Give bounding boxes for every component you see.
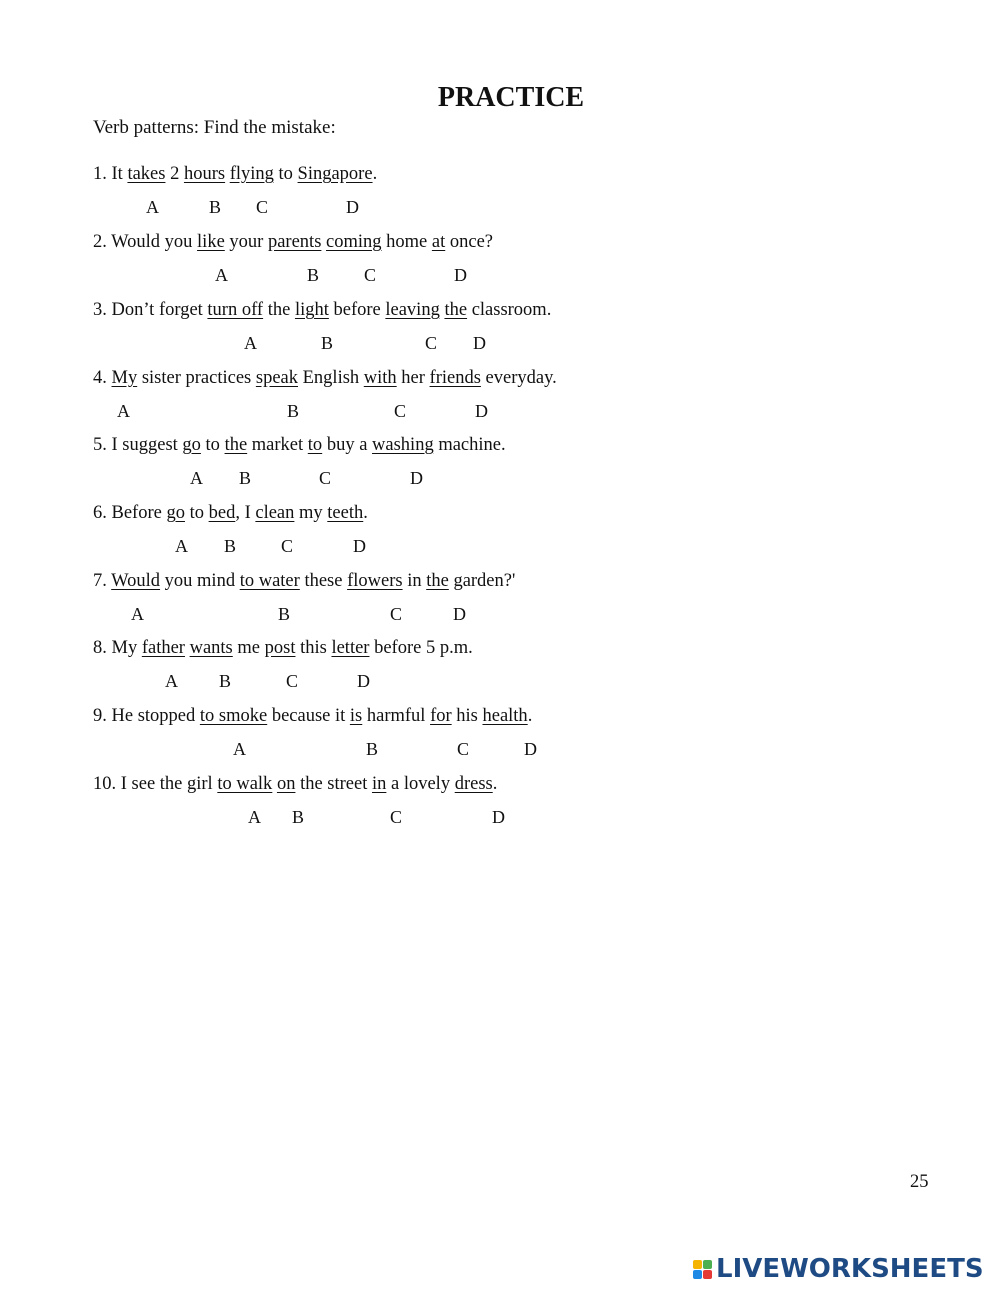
sentence-text: 7. [93,571,112,591]
question-sentence [93,569,515,593]
option-letter-d: D [346,197,359,217]
underlined-option: Singapore [297,164,373,184]
sentence-text: buy a [322,435,373,455]
underlined-option: light [294,300,329,320]
sentence-text: classroom. [467,300,552,320]
sentence-text: . [492,774,498,794]
instructions: Verb patterns: Find the mistake: [93,117,336,138]
option-letter-c: C [394,401,407,421]
option-letter-b: B [219,671,232,691]
underlined-option: at [431,232,446,252]
sentence-text: 2 [165,164,184,184]
sentence-text: to [273,164,298,184]
underlined-option: speak [255,368,298,388]
sentence-text: . [527,706,533,726]
sentence-text: 3. Don’t forget [93,300,208,320]
option-letter-b: B [366,739,379,759]
sentence-text: . [363,503,368,523]
underlined-option: to [307,435,323,455]
sentence-text: you mind [160,571,240,591]
logo-square-2 [703,1260,712,1269]
underlined-option: on [276,774,296,794]
option-letter-c: C [390,807,403,827]
underlined-option: for [430,706,452,726]
option-letter-d: D [353,536,366,556]
sentence-text: harmful [362,706,431,726]
underlined-option: teeth [327,503,364,523]
logo-square-4 [703,1270,712,1279]
underlined-option: washing [372,435,434,455]
underlined-option: takes [127,164,166,184]
option-letter-a: A [190,468,203,488]
sentence-text: her [396,368,430,388]
option-letter-b: B [292,807,305,827]
option-letter-c: C [425,333,438,353]
underlined-option: clean [255,503,295,523]
sentence-text: 2. Would you [93,232,198,252]
sentence-text: me [232,638,265,658]
option-letter-a: A [175,536,188,556]
sentence-text: 1. It [93,164,128,184]
underlined-option: is [349,706,363,726]
sentence-text: market [247,435,308,455]
option-letter-a: A [165,671,178,691]
option-letter-a: A [146,197,159,217]
question-sentence [93,230,493,254]
sentence-text: to [200,435,225,455]
underlined-option: post [264,638,296,658]
option-letter-d: D [454,265,467,285]
underlined-option: flying [229,164,274,184]
underlined-option: My [111,368,138,388]
underlined-option: the [224,435,248,455]
sentence-text: sister practices [137,368,256,388]
question-sentence [93,501,368,525]
question-sentence [93,704,532,728]
question-sentence [93,433,506,457]
sentence-text: machine. [433,435,506,455]
sentence-text: 5. I suggest [93,435,183,455]
option-letter-b: B [224,536,237,556]
sentence-text: in [402,571,427,591]
question-sentence [93,298,551,322]
page-title: PRACTICE [437,82,585,113]
underlined-option: bed [208,503,236,523]
sentence-text: 4. [93,368,112,388]
sentence-text: this [295,638,332,658]
sentence-text: 6. Before [93,503,167,523]
option-letter-d: D [473,333,486,353]
underlined-option: coming [326,232,382,252]
underlined-option: in [371,774,387,794]
underlined-option: friends [429,368,481,388]
underlined-option: letter [331,638,370,658]
sentence-text: home [381,232,432,252]
sentence-text: 9. He stopped [93,706,200,726]
underlined-option: like [197,232,225,252]
question-sentence [93,636,473,660]
option-letter-a: A [233,739,246,759]
logo-square-1 [693,1260,702,1269]
question-sentence [93,162,377,186]
underlined-option: Would [111,571,161,591]
sentence-text: once? [445,232,494,252]
option-letter-c: C [319,468,332,488]
underlined-option: flowers [347,571,403,591]
underlined-option: to water [239,571,300,591]
sentence-text: . [372,164,378,184]
brand-name: LIVEWORKSHEETS [716,1254,984,1284]
underlined-option: father [141,638,185,658]
logo-square-3 [693,1270,702,1279]
underlined-option: parents [267,232,322,252]
underlined-option: wants [189,638,233,658]
option-letter-b: B [321,333,334,353]
option-letter-d: D [410,468,423,488]
option-letter-b: B [287,401,300,421]
option-letter-b: B [307,265,320,285]
option-letter-d: D [475,401,488,421]
sentence-text: English [298,368,364,388]
sentence-text: your [224,232,268,252]
sentence-text: a lovely [386,774,455,794]
option-letter-d: D [524,739,537,759]
underlined-option: to walk [217,774,273,794]
sentence-text: these [299,571,348,591]
option-letter-c: C [457,739,470,759]
underlined-option: go [182,435,201,455]
page-number: 25 [910,1172,929,1192]
sentence-text: the street [295,774,372,794]
option-letter-c: C [390,604,403,624]
liveworksheets-brand [693,1253,984,1285]
sentence-text: to [184,503,209,523]
sentence-text: , I [235,503,256,523]
underlined-option: the [426,571,449,591]
sentence-text: before [328,300,386,320]
option-letter-a: A [248,807,261,827]
underlined-option: hours [183,164,226,184]
question-sentence [93,366,557,390]
sentence-text: my [294,503,328,523]
option-letter-b: B [239,468,252,488]
option-letter-c: C [256,197,269,217]
underlined-option: leaving [385,300,440,320]
sentence-text: the [263,300,295,320]
question-sentence [93,772,497,796]
sentence-text: before 5 p.m. [369,638,473,658]
sentence-text: everyday. [480,368,557,388]
underlined-option: turn off [207,300,264,320]
underlined-option: with [363,368,397,388]
option-letter-c: C [286,671,299,691]
option-letter-b: B [209,197,222,217]
option-letter-b: B [278,604,291,624]
option-letter-d: D [492,807,505,827]
option-letter-c: C [281,536,294,556]
option-letter-c: C [364,265,377,285]
option-letter-d: D [357,671,370,691]
underlined-option: the [444,300,468,320]
underlined-option: dress [454,774,493,794]
sentence-text: his [451,706,483,726]
sentence-text: 10. I see the girl [93,774,218,794]
underlined-option: to smoke [199,706,268,726]
sentence-text: garden?' [448,571,516,591]
liveworksheets-logo-icon [693,1260,712,1279]
underlined-option: health [482,706,528,726]
sentence-text: 8. My [93,638,142,658]
underlined-option: go [166,503,185,523]
option-letter-a: A [131,604,144,624]
option-letter-d: D [453,604,466,624]
option-letter-a: A [215,265,228,285]
option-letter-a: A [244,333,257,353]
sentence-text: because it [267,706,350,726]
option-letter-a: A [117,401,130,421]
